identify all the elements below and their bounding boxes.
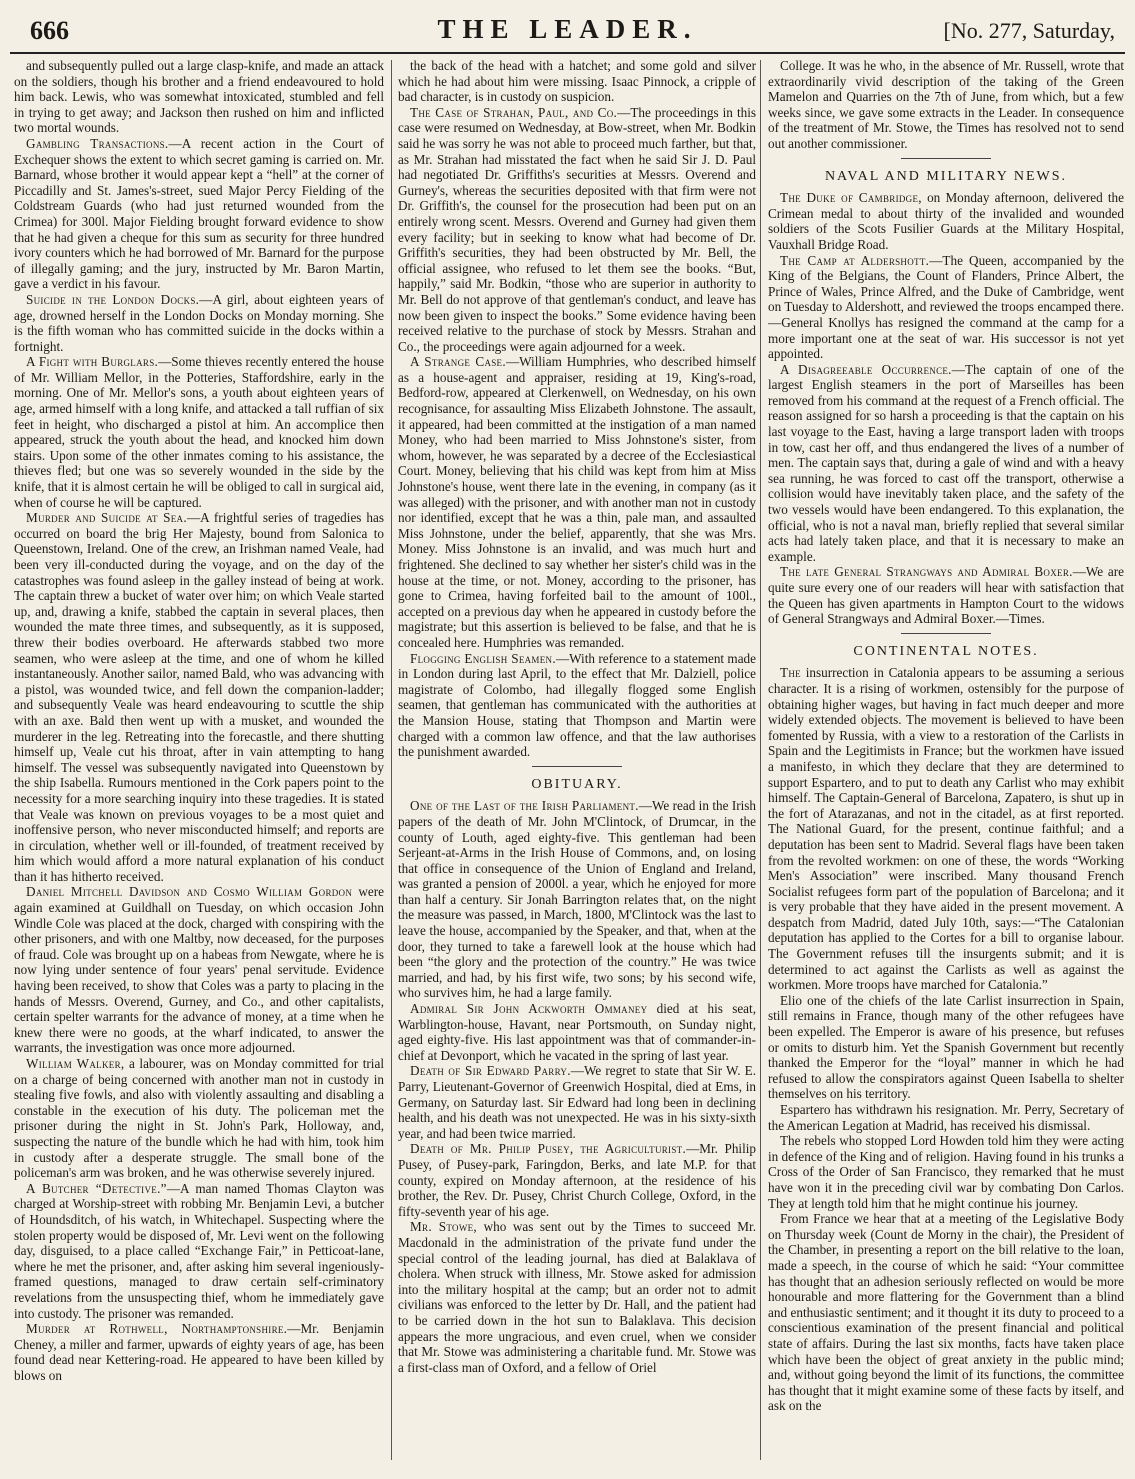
- item-body: —We are quite sure every one of our readers will hear with satisfaction that the Queen has given apartments in Hampton Court to the widows of General Strangways and Admiral Boxer.—Times.: [768, 564, 1124, 627]
- news-item-strange-case: [398, 354, 756, 650]
- item-heading: The Case of Strahan, Paul, and Co.: [410, 104, 618, 120]
- continental-note: Espartero has withdrawn his resignation. Mr. Perry, Secretary of the American Legation at Madrid, has received his dismissal.: [768, 1102, 1124, 1133]
- item-body: —The proceedings in this case were resumed on Wednesday, at Bow-street, when Mr. Bodkin said he was sorry he was not able to proceed much farther, but that, as Mr. Strahan had misstated the fact when he said Sir J. D. Paul had negotiated Dr. Griffiths's securities at Messrs. Overend and Gurney's, whereas the securities deposited with that firm were not Dr. Griffith's, the counsel for the prosecution had been put on an entirely wrong scent. Messrs. Overend and Gurney had given them every facility; but in seeking to know what had become of Dr. Griffith's securities, they had been obstructed by Mr. Bell, the official assignee, who refused to let them see the books. “But, happily,” said Mr. Bodkin, “those who are superior in authority to Mr. Bell do not approve of that gentleman's conduct, and leave has now been given to inspect the books.” Some evidence having been received relative to the purchase of stock by Messrs. Strahan and Co., the proceedings were again adjourned for a week.: [398, 104, 756, 354]
- item-heading: The Duke of Cambridge,: [780, 190, 922, 206]
- issue-info: [No. 277, Saturday,: [943, 18, 1115, 43]
- continental-note: The rebels who stopped Lord Howden told him they were acting in defence of the King and of religion. Having found in his trunks a Cross of the Order of San Francisco, they remarked that he must have won it in the preceding civil war by combating Don Carlos. They at length told him that he might continue his journey.: [768, 1133, 1124, 1211]
- page-number: 666: [30, 16, 69, 45]
- item-body: —A man named Thomas Clayton was charged at Worship-street with robbing Mr. Benjamin Levi, a butcher of Houndsditch, of his watch, in Whitechapel. Suspecting where the stolen property would be disposed of, Mr. Levi went on the following day, disguised, to a place called “Exchange Fair,” in Petticoat-lane, where he met the prisoner, and, after asking him several ingeniously-framed questions, managed to draw certain self-criminatory revelations from the unsuspecting thief, whom he immediately gave into custody. The prisoner was remanded.: [14, 1180, 384, 1321]
- article-columns: [14, 58, 1124, 1466]
- item-body: —Mr. Philip Pusey, of Pusey-park, Faringdon, Berks, and late M.P. for that county, expired on Monday afternoon, at the residence of his brother, the Rev. Dr. Pusey, Christ Church College, Oxford, in the fifty-seventh year of his age.: [398, 1141, 756, 1219]
- item-heading: Murder and Suicide at Sea.: [26, 510, 187, 526]
- newspaper-title: THE LEADER.: [437, 14, 698, 44]
- continental-note: Elio one of the chiefs of the late Carlist insurrection in Spain, still remains in France, though many of the other refugees have been expelled. The Emperor is aware of his presence, but refuses or omits to disturb him. Yet the Spanish Government but recently thanked the Emperor for the “loyal” manner in which he had refused to allow the conspirators against Queen Isabella to shelter themselves on his territory.: [768, 992, 1124, 1102]
- section-heading-continental: CONTINENTAL NOTES.: [853, 643, 1039, 659]
- item-body: —With reference to a statement made in London during last April, to the effect that Mr. Dalziell, police magistrate of Colombo, had illegally flogged some English seamen, that gentleman has communicated with the authorities at the Mansion House, stating that Thompson and Martin were charged with a common law offence, and that the law authorises the punishment awarded.: [398, 650, 756, 760]
- item-body: —The captain of one of the largest English steamers in the port of Marseilles has been removed from his command at the request of a French official. The reason assigned for so harsh a proceeding is that the captain on his last voyage to the East, having a large transport laden with troops in tow, cast her off, and thus endangered the lives of a number of men. The captain says that, during a gale of wind and with a heavy sea running, he was forced to cast off the transport, otherwise a collision would have inevitably taken place, and the safety of the two vessels would have been endangered. To this explanation, the official, who is not a naval man, briefly replied that several similar acts had lately taken place, and that it is necessary to make an example.: [768, 361, 1124, 564]
- item-heading: A Disagreeable Occurrence.: [780, 361, 952, 377]
- item-body: died at his seat, Warblington-house, Havant, near Portsmouth, on Sunday night, aged eighty-five. His last appointment was that of commander-in-chief at Devonport, which he vacated in the spring of last year.: [398, 1001, 756, 1063]
- column-1: [14, 58, 384, 1466]
- continental-note: [768, 665, 1124, 992]
- section-heading-naval: NAVAL AND MILITARY NEWS.: [824, 168, 1068, 184]
- section-divider: [901, 158, 991, 159]
- item-heading: A Fight with Burglars.: [26, 354, 159, 370]
- item-body: —A recent action in the Court of Exchequer shows the extent to which secret gaming is carried on. Mr. Barnard, whose brother it would appear kept a “hell” at the corner of Piccadilly and St. James's-street, sued Major Percy Fielding of the Coldstream Guards (who had just returned wounded from the Crimea) for 300l. Major Fielding brought forward evidence to show that he had given a cheque for this sum as security for three hundred ivory counters which he had borrowed of Mr. Barnard for the purpose of illegally gaming; and the jury, instructed by Mr. Baron Martin, gave a verdict in his favour.: [14, 135, 384, 292]
- item-heading: Murder at Rothwell, Northamptonshire.: [26, 1321, 288, 1337]
- item-heading: A Strange Case.: [410, 354, 506, 370]
- news-item-davidson: [14, 884, 384, 1056]
- section-heading-obituary: OBITUARY.: [531, 776, 623, 792]
- obituary-mclintock: [398, 798, 756, 1001]
- paragraph: College. It was he who, in the absence of Mr. Russell, wrote that extraordinarily vivid description of the taking of the Green Mamelon and Quarries on the 7th of June, from which, but a few weeks since, we gave some extracts in the Leader. In consequence of the treatment of Mr. Stowe, the Times has resolved not to send out another commissioner.: [768, 58, 1124, 151]
- item-body: were again examined at Guildhall on Tuesday, on which occasion John Windle Cole was placed at the dock, charged with conspiring with the other prisoners, and with one Maltby, now deceased, for the purposes of fraud. Cole was brought up on a habeas from Newgate, where he is now lying under sentence of four years' penal servitude. Evidence having been received, to show that Coles was a party to placing in the hands of Messrs. Overend, Gurney, and Co., and other capitalists, certain spelter warrants for the advance of money, at a time when he knew there were no goods, at the wharf indicated, to answer the warrants, the investigation was once more adjourned.: [14, 884, 384, 1056]
- news-item-burglars: [14, 354, 384, 510]
- item-body: a labourer, was on Monday committed for trial on a charge of being concerned with another man not in custody in stealing five fowls, and also with violently assaulting and disabling a constable in the execution of his duty. The policeman met the prisoner during the night in St. John's Park, Holloway, and, suspecting the nature of the bundle which he had with him, took him in custody after a desperate struggle. The small bone of the policeman's arm was broken, and he was otherwise severely injured.: [14, 1056, 384, 1181]
- item-body: —We read in the Irish papers of the death of Mr. John M'Clintock, of Drumcar, in the county of Louth, aged eighty-five. This gentleman had been Serjeant-at-Arms in the Irish House of Commons, and, on losing that office in consequence of the Union of England and Ireland, was granted a pension of 2000l. a year, which he enjoyed for more than half a century. Sir Jonah Barrington relates that, on the night the measure was passed, in March, 1800, M'Clintock was the last to leave the house, accompanied by the Speaker, and that, when at the door, they turned to take a farewell look at the house which had been “the glory and the protection of the country.” He was twice married, and had, by his first wife, two sons; by his second wife, who survives him, he had a large family.: [398, 798, 756, 1001]
- obituary-pusey: [398, 1141, 756, 1219]
- news-item-murder-at-sea: [14, 510, 384, 884]
- paragraph: the back of the head with a hatchet; and some gold and silver which he had about him were missing. Isaac Pinnock, a cripple of bad character, is in custody on suspicion.: [398, 58, 756, 105]
- paragraph: and subsequently pulled out a large clasp-knife, and made an attack on the soldiers, though his brother and a friend endeavoured to hold him back. Lewis, who was somewhat intoxicated, stumbled and fell in trying to get away; and Jackson then rushed on him and inflicted two mortal wounds.: [14, 58, 384, 136]
- news-item-gambling: [14, 136, 384, 292]
- item-heading: Gambling Transactions.: [26, 135, 169, 151]
- item-body: —A frightful series of tragedies has occurred on board the brig Her Majesty, bound from Salonica to Queenstown, Ireland. One of the crew, an Irishman named Veale, had been very ill-conducted during the voyage, and on the day of the catastrophes was found asleep in the galley instead of being at work. The captain threw a bucket of water over him; on which Veale started up, and, drawing a knife, stabbed the captain in several places, then wounded the mate three times, and subsequently, as it is supposed, threw their bodies overboard. He afterwards stabbed two more seamen, who were asleep at the time, and one of whom he killed instantaneously. Another sailor, named Bald, who was advancing with a pistol, was wounded twice, and fell down the companion-ladder; and subsequently Veale was heard endeavouring to scuttle the ship with an axe. Bald then went up with a musket, and wounded the murderer in the leg. Retreating into the forecastle, and there shutting himself up, Veale cut his throat, after in vain attempting to hang himself. The vessel was subsequently navigated into Queenstown by the ship Isabella. Rumours mentioned in the Cork papers point to the necessity for a more searching inquiry into these tragedies. It is stated that Veale was known on previous voyages to be a most quiet and inoffensive person, who never misconducted himself; and reports are in circulation, whether well or ill-founded, of treatment received by him which would afford a more natural explanation of his conduct than it has hitherto received.: [14, 510, 384, 884]
- item-body: insurrection in Catalonia appears to be assuming a serious character. It is a rising of workmen, ostensibly for the purpose of obtaining higher wages, but having in fact much deeper and more widely extended objects. The movement is believed to have been fomented by Russia, with a view to a restoration of the Carlists in Spain and the Legitimists in France; but the workmen have issued a manifesto, in which they declare that they are determined to support Espartero, and to put to death any Carlist who may exhibit himself. The Captain-General of Barcelona, Zapatero, is shut up in the fort of Atarazanas, and not in the citadel, as at first reported. The National Guard, for the present, continue faithful; and a deputation has been sent to Madrid. Several flags have been taken from the revolted workmen: on one of these, the words “Working Men's Association” were inscribed. Many thousand French Socialist refugees form part of the population of Barcelona; and it is very probable that they have aided in the present movement. A despatch from Madrid, dated July 10th, says:—“The Catalonian deputation has applied to the Cortes for a bill to organise labour. The Government refuses till the insurgents submit; and it is determined to act against the Carlists as well as against the workmen. More troops have marched for Catalonia.”: [768, 665, 1124, 993]
- item-heading: Death of Sir Edward Parry.: [410, 1063, 571, 1079]
- news-item-flogging: [398, 651, 756, 760]
- item-heading: Suicide in the London Docks.: [26, 291, 200, 307]
- item-heading: The: [780, 665, 801, 681]
- item-heading: Flogging English Seamen.: [410, 650, 556, 666]
- news-item-walker: [14, 1056, 384, 1181]
- item-body: —Some thieves recently entered the house of Mr. William Mellor, in the Potteries, Staffordshire, early in the morning. One of Mr. Mellor's sons, a youth about eighteen years of age, armed himself with a long knife, and attacked a tall ruffian of six feet in height, who discharged a pistol at him. An accomplice then appeared, struck the youth about the head, and knocked him down stairs. Upon some of the other inmates coming to his assistance, the thieves fled; but one was so severely wounded in the side by the knife, that it is almost certain he will be obliged to call in surgical aid, when of course he will be captured.: [14, 354, 384, 510]
- masthead: [10, 12, 1125, 54]
- news-item-disagreeable: [768, 362, 1124, 565]
- news-item-suicide: [14, 292, 384, 354]
- obituary-parry: [398, 1063, 756, 1141]
- item-body: —The Queen, accompanied by the King of the Belgians, the Count of Flanders, Prince Albert, the Prince of Wales, Prince Alfred, and the Duke of Cambridge, went on Tuesday to Aldershott, and reviewed the troops encamped there. —General Knollys has resigned the command at the camp for a more important one at the seat of war. His successor is not yet appointed.: [768, 252, 1124, 362]
- item-body: —We regret to state that Sir W. E. Parry, Lieutenant-Governor of Greenwich Hospital, died at Ems, in Germany, on Saturday last. Sir Edward had long been in declining health, and his death was not unexpected. He was in his sixty-sixth year, and had been twice married.: [398, 1063, 756, 1141]
- news-item-aldershott: [768, 253, 1124, 362]
- item-heading: William Walker,: [26, 1056, 125, 1071]
- news-item-strangways: [768, 564, 1124, 626]
- news-item-rothwell: [14, 1321, 384, 1383]
- news-item-strahan: [398, 105, 756, 355]
- item-heading: The late General Strangways and Admiral Boxer.: [780, 564, 1073, 580]
- item-heading: The Camp at Aldershott.: [780, 252, 930, 268]
- obituary-ommaney: [398, 1001, 756, 1063]
- section-divider: [901, 633, 991, 634]
- column-3: [768, 58, 1124, 1466]
- item-body: —A girl, about eighteen years of age, drowned herself in the London Docks on Monday morning. She is the fifth woman who has committed suicide in the docks within a fortnight.: [14, 291, 384, 354]
- news-item-butcher: [14, 1181, 384, 1321]
- section-divider: [532, 766, 622, 767]
- item-body: —Mr. Benjamin Cheney, a miller and farmer, upwards of eighty years of age, has been found dead near Kettering-road. He appeared to have been killed by blows on: [14, 1321, 384, 1383]
- item-body: who was sent out by the Times to succeed Mr. Macdonald in the administration of the private fund under the special control of the leading journal, has died at Balaklava of cholera. When struck with illness, Mr. Stowe asked for admission into the military hospital at the camp; but an order not to admit civilians was enforced to the letter by Dr. Hall, and the patient had to be carried down in the hot sun to Balaklava. This decision appears the more ungracious, and even cruel, when we consider that Mr. Stowe was administering a charitable fund. Mr. Stowe was a first-class man of Oxford, and a fellow of Oriel: [398, 1219, 756, 1375]
- item-heading: Death of Mr. Philip Pusey, the Agriculturist.: [410, 1141, 687, 1157]
- item-heading: A Butcher “Detective.”: [26, 1180, 167, 1196]
- column-2: [398, 58, 756, 1466]
- item-body: on Monday afternoon, delivered the Crimean medal to about thirty of the invalided and wounded soldiers of the Scots Fusilier Guards at the Military Hospital, Vauxhall Bridge Road.: [768, 190, 1124, 252]
- item-body: —William Humphries, who described himself as a house-agent and appraiser, residing at 19, King's-road, Bedford-row, appeared at Clerkenwell, on Wednesday, on his own recognisance, for assaulting Miss Elizabeth Johnstone. The assault, it appeared, had been committed at the instigation of a man named Money, who had been married to Miss Johnstone's sister, from whom, however, he was separated by a decree of the Ecclesiastical Court. Money, believing that his child was kept from him at Miss Johnstone's house, went there late in the evening, in company (as it was alleged) with the prisoner, and with another man not in custody nor identified, except that he was a thin, pale man, and assaulted Miss Johnstone, under the belief, apparently, that she was Mrs. Money. Miss Johnstone is an invalid, and was much hurt and frightened. She declined to say whether her sister's child was in the house at the time, or not. Money, according to the prisoner, has gone to Crimea, having forfeited bail to the amount of 100l., accepted on a previous day when he appeared in custody before the magistrate; but this assertion is believed to be false, and that he is concealed here. Humphries was remanded.: [398, 354, 756, 650]
- item-heading: Daniel Mitchell Davidson and Cosmo William Gordon: [26, 884, 353, 900]
- continental-note: From France we hear that at a meeting of the Legislative Body on Thursday week (Count de Morny in the chair), the President of the Chamber, in presenting a report on the bill relative to the loan, made a speech, in the course of which he said: “Your committee has thought that an adhesion seriously reflected on would be more honourable and more flattering for the Government than a blind and enthusiastic sentiment; and it thought it its duty to proceed to a conscientious examination of the present financial and political state of affairs. During the last six months, facts have taken place which have been the object of great anxiety in the public mind; and, without going beyond the limit of its functions, the committee has thought that it might examine some of these facts by itself, and ask on the: [768, 1211, 1124, 1414]
- item-heading: One of the Last of the Irish Parliament.: [410, 798, 639, 814]
- news-item-duke: [768, 190, 1124, 252]
- item-heading: Admiral Sir John Ackworth Ommaney: [410, 1001, 648, 1017]
- obituary-stowe: [398, 1219, 756, 1375]
- item-heading: Mr. Stowe,: [410, 1219, 478, 1235]
